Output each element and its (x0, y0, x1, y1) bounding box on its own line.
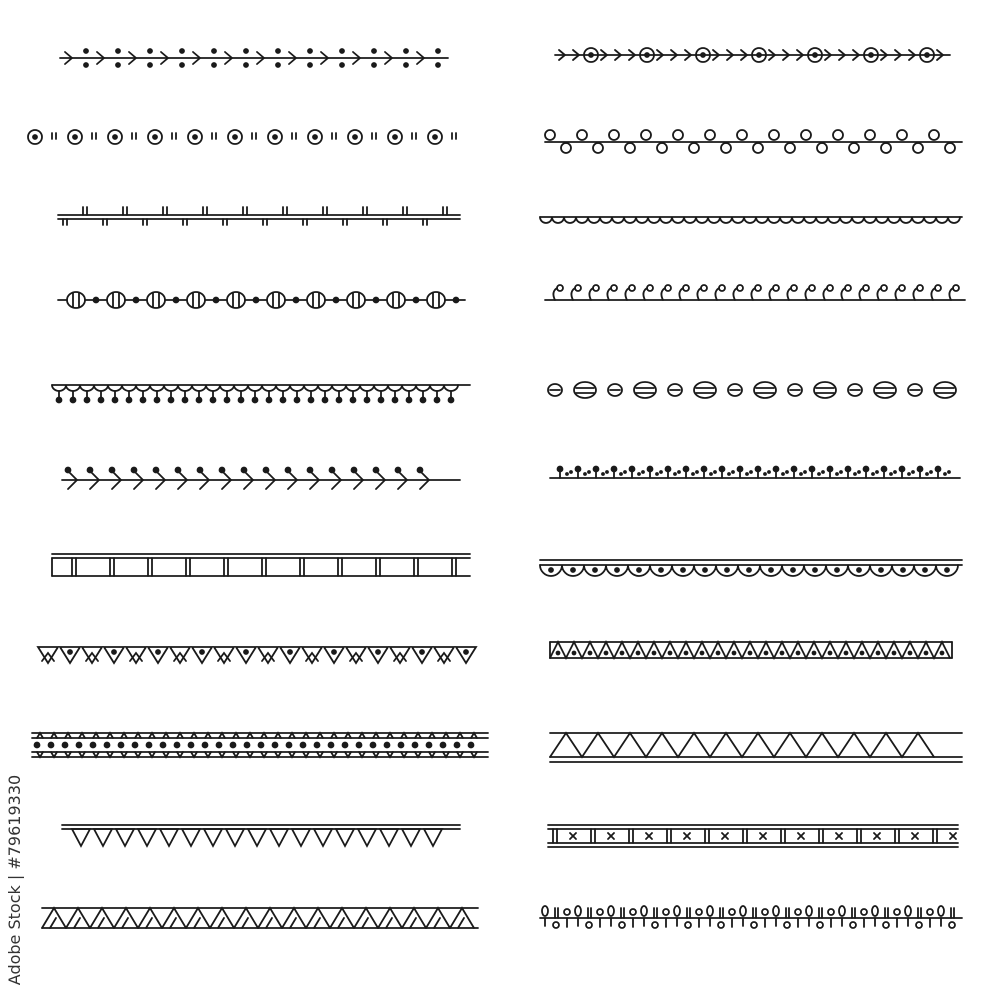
border-8-triangles (38, 647, 476, 663)
border-18-dotScallop (540, 560, 962, 576)
border-15-sprouts (545, 285, 965, 300)
border-16-stripedBeads (548, 382, 956, 398)
border-14-scallop (540, 217, 962, 223)
border-5-fringe (52, 385, 470, 403)
border-19-zigDots (550, 642, 952, 658)
border-10-downTri (62, 825, 460, 846)
border-1-arrowDots (60, 49, 448, 67)
border-12-arrowCircles (555, 48, 950, 62)
border-17-pinDots (550, 467, 960, 479)
border-2-eyeCircles (28, 130, 456, 144)
border-4-beads (58, 292, 465, 308)
border-6-fern (62, 468, 460, 490)
border-13-hangCircles (545, 130, 962, 153)
border-22-beadsLine (540, 906, 962, 928)
border-7-panels (52, 554, 470, 576)
border-21-crossPanels (548, 825, 958, 847)
border-11-slantTri (42, 908, 478, 928)
stock-credit-label: Adobe Stock | #79619330 (5, 774, 24, 986)
border-9-dotBand (32, 733, 488, 757)
border-3-ticks (58, 207, 460, 225)
border-20-bigZig (550, 733, 962, 762)
